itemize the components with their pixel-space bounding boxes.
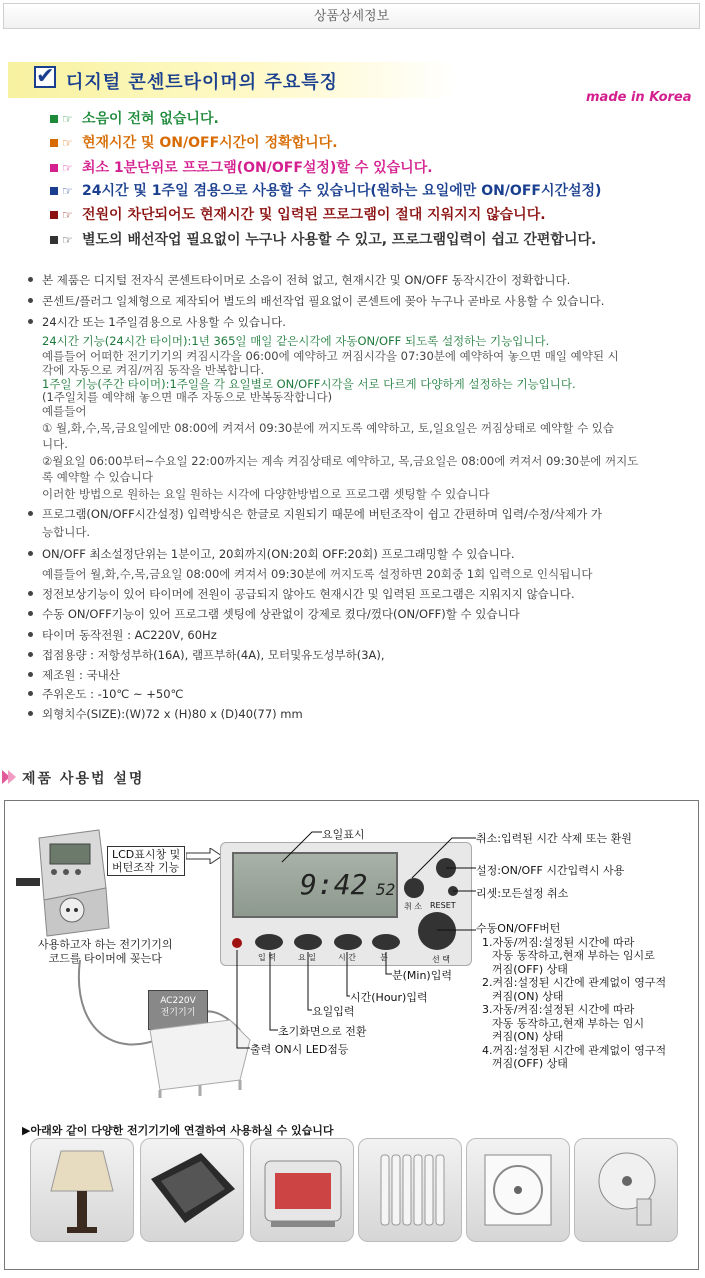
- detail-sub: (1주일치를 예약해 놓으면 매주 자동으로 반복동작합니다): [42, 390, 333, 404]
- weekday-label: 요일입력: [312, 1005, 355, 1018]
- usage-section-title: 제품 사용법 설명: [22, 771, 145, 787]
- detail-sub: 예를들어 월,화,수,목,금요일 08:00에 켜져서 09:30분에 꺼지도록 설정하면 20회중 1회 입력으로 인식됩니다: [42, 567, 593, 581]
- lcd-time: 9:42: [300, 868, 368, 901]
- feature-text: 최소 1분단위로 프로그램(ON/OFF설정)할 수 있습니다.: [82, 160, 433, 176]
- cancel-label: 취소:입력된 시간 삭제 또는 환원: [476, 832, 632, 845]
- pointing-hand-icon: ☞: [62, 208, 73, 222]
- bullet-square-icon: [50, 139, 58, 147]
- feature-text: 소음이 전혀 없습니다.: [82, 111, 219, 127]
- lcd-label: LCD표시창 및 버턴조작 기능: [107, 846, 185, 876]
- reset-button-label: RESET: [430, 901, 456, 910]
- feature-text: 현재시간 및 ON/OFF시간이 정확합니다.: [82, 135, 338, 151]
- manual-button-label: 선 택: [432, 955, 450, 964]
- initial-screen-label: 초기화면으로 전환: [278, 1025, 367, 1038]
- pointing-hand-icon: ☞: [62, 161, 73, 175]
- weekday-button-label: 요 일: [298, 953, 316, 962]
- led-label: 출력 ON시 LED점등: [250, 1043, 349, 1056]
- bullet-square-icon: [50, 164, 58, 172]
- oil-radiator-icon: [358, 1138, 462, 1242]
- section-arrow-icon: [2, 770, 18, 784]
- feature-item: [50, 180, 601, 200]
- heater-icon: [250, 1138, 354, 1242]
- feature-text: 24시간 및 1주일 겸용으로 사용할 수 있습니다(원하는 요일에만 ON/OFF시간설정): [82, 183, 602, 199]
- minute-button-label: 분: [380, 953, 388, 962]
- detail-sub: 능합니다.: [42, 525, 91, 539]
- reset-label: 리셋:모든설정 취소: [476, 887, 569, 900]
- detail-sub: ① 월,화,수,목,금요일에만 08:00에 켜져서 09:30분에 꺼지도록 예약하고, 토,일요일은 꺼짐상태로 예약할 수 있습: [42, 421, 614, 435]
- pointing-hand-icon: ☞: [62, 112, 73, 126]
- feature-item: [50, 132, 338, 152]
- wall-fan-icon: [574, 1138, 678, 1242]
- detail-sub: 24시간 기능(24시간 타이머):1년 365일 매일 같은시각에 자동ON/OFF 되도록 설정하는 기능입니다.: [42, 334, 550, 348]
- feature-item: [50, 108, 219, 128]
- pointing-hand-icon: ☞: [62, 136, 73, 150]
- feature-text: 별도의 배선작업 필요없이 누구나 사용할 수 있고, 프로그램입력이 쉽고 간편합니다.: [82, 232, 597, 248]
- detail-sub: 록 예약할 수 있습니다: [42, 470, 153, 484]
- detail-sub: 각에 자동으로 켜짐/꺼짐 동작을 반복합니다.: [42, 363, 265, 377]
- hour-button-label: 시 간: [338, 953, 356, 962]
- heating-mat-icon: [140, 1138, 244, 1242]
- feature-item: [50, 157, 433, 177]
- plug-caption: 사용하고자 하는 전기기기의 코드를 타이머에 꽂는다: [38, 938, 173, 965]
- detail-sub: 이러한 방법으로 원하는 요일 원하는 시각에 다양한방법으로 프로그램 셋팅할 수 있습니다: [42, 487, 490, 501]
- detail-sub: 니다.: [42, 437, 68, 451]
- bullet-square-icon: [50, 187, 58, 195]
- day-display-label: 요일표시: [322, 828, 365, 841]
- manual-label: 수동ON/OFF버턴 1.자동/꺼짐:설정된 시간에 따라 자동 동작하고,현재 부하는 임시로 꺼짐(OFF) 상태 2.켜짐:설정된 시간에 관계없이 영구적 켜짐(ON) 상태 3.자동/켜짐:설정된 시간에 따라 자동 동작하고,현재 부하는 임시 켜짐(ON) 상태 4.꺼짐:설정된 시간에 관계없이 영구적 꺼짐(OFF) 상태: [476, 922, 667, 1070]
- cancel-button-label: 취 소: [404, 902, 422, 911]
- page-header: [3, 3, 700, 29]
- appliances-caption: ▶아래와 같이 다양한 전기기기에 연결하여 사용하실 수 있습니다: [22, 1124, 334, 1137]
- appliance-box: AC220V 전기기기: [148, 990, 208, 1030]
- minute-label: 분(Min)입력: [392, 969, 452, 982]
- made-in-label: made in Korea: [586, 90, 692, 105]
- features-title: 디지털 콘센트타이머의 주요특징: [66, 72, 338, 93]
- feature-text: 전원이 차단되어도 현재시간 및 입력된 프로그램이 절대 지워지지 않습니다.: [82, 207, 546, 223]
- feature-item: [50, 229, 596, 249]
- feature-item: [50, 204, 546, 224]
- bullet-square-icon: [50, 236, 58, 244]
- hour-label: 시간(Hour)입력: [350, 991, 428, 1004]
- ventilation-fan-icon: [466, 1138, 570, 1242]
- detail-sub: ②월요일 06:00부터~수요일 22:00까지는 계속 켜짐상태로 예약하고, 목,금요일은 08:00에 켜져서 09:30분에 꺼지도: [42, 454, 639, 468]
- detail-sub: 1주일 기능(주간 타이머):1주일을 각 요일별로 ON/OFF시각을 서로 다르게 다양하게 설정하는 기능입니다.: [42, 377, 576, 391]
- bullet-square-icon: [50, 211, 58, 219]
- detail-sub: 예를들어 어떠한 전기기기의 켜짐시각을 06:00에 예약하고 꺼짐시각을 07:30분에 예약하여 놓으면 매일 예약된 시: [42, 349, 619, 363]
- bullet-square-icon: [50, 115, 58, 123]
- lamp-icon: [30, 1138, 134, 1242]
- input-button-label: 입 력: [258, 953, 276, 962]
- checkmark-icon: ✔: [36, 64, 55, 89]
- lcd-seconds: 52: [376, 880, 396, 899]
- pointing-hand-icon: ☞: [62, 233, 73, 247]
- pointing-hand-icon: ☞: [62, 184, 73, 198]
- set-label: 설정:ON/OFF 시간입력시 사용: [476, 864, 625, 877]
- detail-sub: 예를들어: [42, 404, 87, 418]
- header-title: 상품상세정보: [313, 9, 390, 24]
